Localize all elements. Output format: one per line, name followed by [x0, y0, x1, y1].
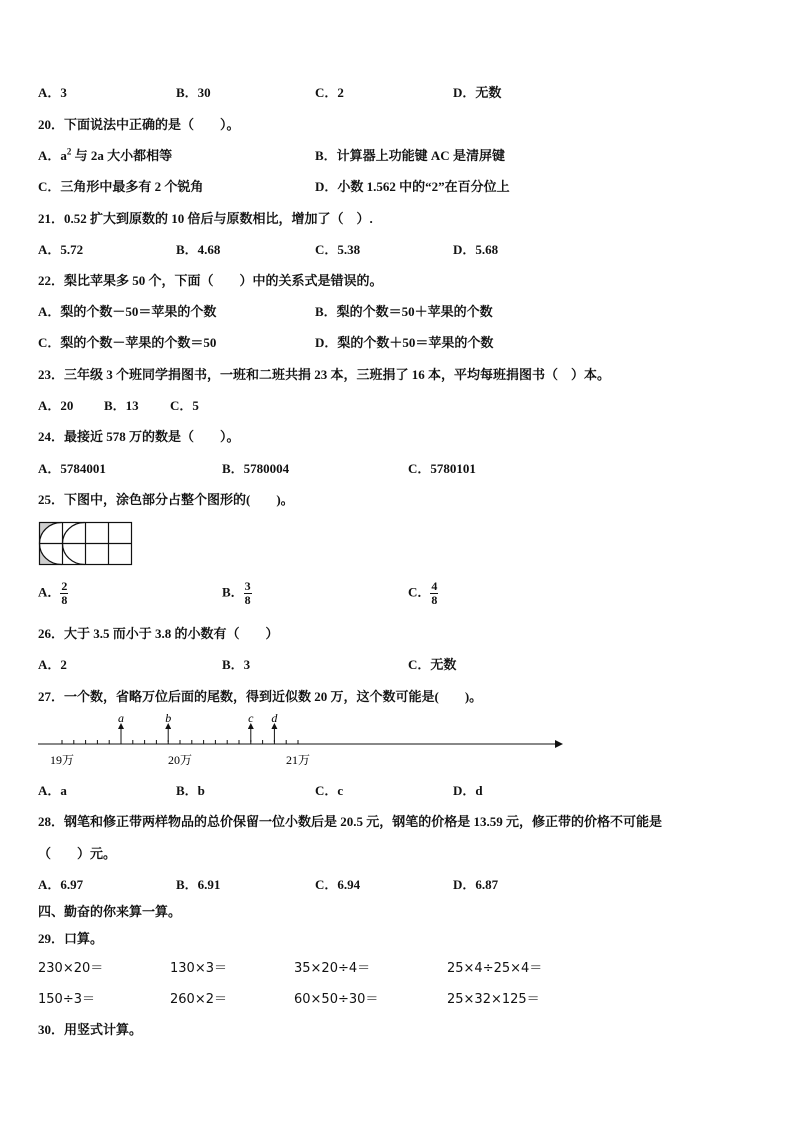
q27-stem: 27．一个数，省略万位后面的尾数，得到近似数 20 万，这个数可能是( )。 [38, 689, 483, 704]
q19-option-a: A．3 [38, 85, 67, 100]
q29-expression: 260×2＝ [170, 992, 227, 1007]
q23-option-c: C．5 [170, 398, 199, 413]
q25-option-b-label: B． [222, 584, 244, 600]
q25-option-b-fraction [244, 580, 252, 607]
q26-option-b: B．3 [222, 657, 251, 672]
q19-option-d: D．无数 [453, 85, 502, 100]
numerator: 2 [61, 579, 68, 593]
denominator: 8 [431, 593, 438, 607]
number-line-point-label: b [165, 711, 172, 725]
q24-stem: 24．最接近 578 万的数是（ ）。 [38, 429, 240, 444]
q25-option-a-label: A． [38, 584, 61, 600]
q29-stem: 29．口算。 [38, 931, 104, 946]
q20-option-d: D．小数 1.562 中的“2”在百分位上 [315, 179, 510, 194]
q21-stem: 21．0.52 扩大到原数的 10 倍后与原数相比，增加了（ ）. [38, 211, 373, 226]
q21-option-d: D．5.68 [453, 242, 499, 257]
q27-option-c: C．c [315, 783, 344, 798]
number-line-point-label: a [118, 711, 124, 725]
q29-expression: 25×32×125＝ [447, 992, 540, 1007]
q28-option-a: A．6.97 [38, 877, 84, 892]
q26-stem: 26．大于 3.5 而小于 3.8 的小数有（ ） [38, 626, 279, 641]
q27-option-d: D．d [453, 783, 483, 798]
q20-option-c: C．三角形中最多有 2 个锐角 [38, 179, 204, 194]
q25-option-a-fraction [60, 580, 68, 607]
q22-option-b: B．梨的个数＝50＋苹果的个数 [315, 304, 493, 319]
number-line-tick-label: 20万 [167, 753, 193, 767]
q19-option-b: B．30 [176, 85, 211, 100]
q25-option-a [38, 580, 68, 607]
q25-option-c-label: C． [408, 584, 431, 600]
numerator: 3 [244, 579, 251, 593]
number-line-point-label: d [271, 711, 278, 725]
q20-option-b: B．计算器上功能键 AC 是清屏键 [315, 148, 505, 163]
q20-stem: 20．下面说法中正确的是（ ）。 [38, 117, 240, 132]
number-line-tick-label: 19万 [49, 753, 75, 767]
q28-option-d: D．6.87 [453, 877, 499, 892]
q20-option-a [38, 145, 172, 164]
q24-option-a: A．5784001 [38, 461, 106, 476]
q22-option-c: C．梨的个数－苹果的个数＝50 [38, 335, 217, 350]
number-line-point-label: c [248, 711, 254, 725]
q28-option-b: B．6.91 [176, 877, 221, 892]
q23-stem: 23．三年级 3 个班同学捐图书，一班和二班共捐 23 本，三班捐了 16 本，平均每班捐图书（ ）本。 [38, 367, 611, 382]
q27-number-line [0, 710, 794, 774]
q21-option-b: B．4.68 [176, 242, 221, 257]
q27-option-b: B．b [176, 783, 205, 798]
number-line-tick-label: 21万 [285, 753, 311, 767]
q28-stem-continued: （ ）元。 [38, 846, 117, 861]
q23-option-b: B．13 [104, 398, 139, 413]
q20-a-prefix: A．a [38, 148, 67, 163]
q27-option-a: A．a [38, 783, 67, 798]
q25-option-c [408, 580, 438, 607]
q26-option-a: A．2 [38, 657, 67, 672]
q29-expression: 25×4÷25×4＝ [447, 961, 543, 976]
q25-option-c-fraction [430, 580, 438, 607]
q19-option-c: C．2 [315, 85, 344, 100]
q21-option-c: C．5.38 [315, 242, 361, 257]
numerator: 4 [431, 579, 438, 593]
q22-stem: 22．梨比苹果多 50 个，下面（ ）中的关系式是错误的。 [38, 273, 383, 288]
q24-option-b: B．5780004 [222, 461, 290, 476]
q21-option-a: A．5.72 [38, 242, 84, 257]
q22-option-d: D．梨的个数＋50＝苹果的个数 [315, 335, 494, 350]
q29-expression: 35×20÷4＝ [294, 961, 371, 976]
q20-a-superscript: 2 [66, 146, 72, 157]
q25-option-b [222, 580, 252, 607]
denominator: 8 [61, 593, 68, 607]
q23-option-a: A．20 [38, 398, 74, 413]
q28-stem: 28．钢笔和修正带两样物品的总价保留一位小数后是 20.5 元，钢笔的价格是 13.59 元，修正带的价格不可能是 [38, 814, 663, 829]
q30-stem: 30．用竖式计算。 [38, 1022, 143, 1037]
section-heading: 四、勤奋的你来算一算。 [38, 904, 182, 919]
q28-option-c: C．6.94 [315, 877, 361, 892]
q25-grid-figure [38, 521, 134, 567]
denominator: 8 [244, 593, 251, 607]
q29-expression: 230×20＝ [38, 961, 104, 976]
q22-option-a: A．梨的个数－50＝苹果的个数 [38, 304, 217, 319]
q25-stem: 25．下图中，涂色部分占整个图形的( )。 [38, 492, 294, 507]
q26-option-c: C．无数 [408, 657, 457, 672]
q20-a-suffix: 与 2a 大小都相等 [74, 148, 173, 163]
q29-expression: 60×50÷30＝ [294, 992, 379, 1007]
q24-option-c: C．5780101 [408, 461, 476, 476]
q29-expression: 150÷3＝ [38, 992, 95, 1007]
q29-expression: 130×3＝ [170, 961, 227, 976]
